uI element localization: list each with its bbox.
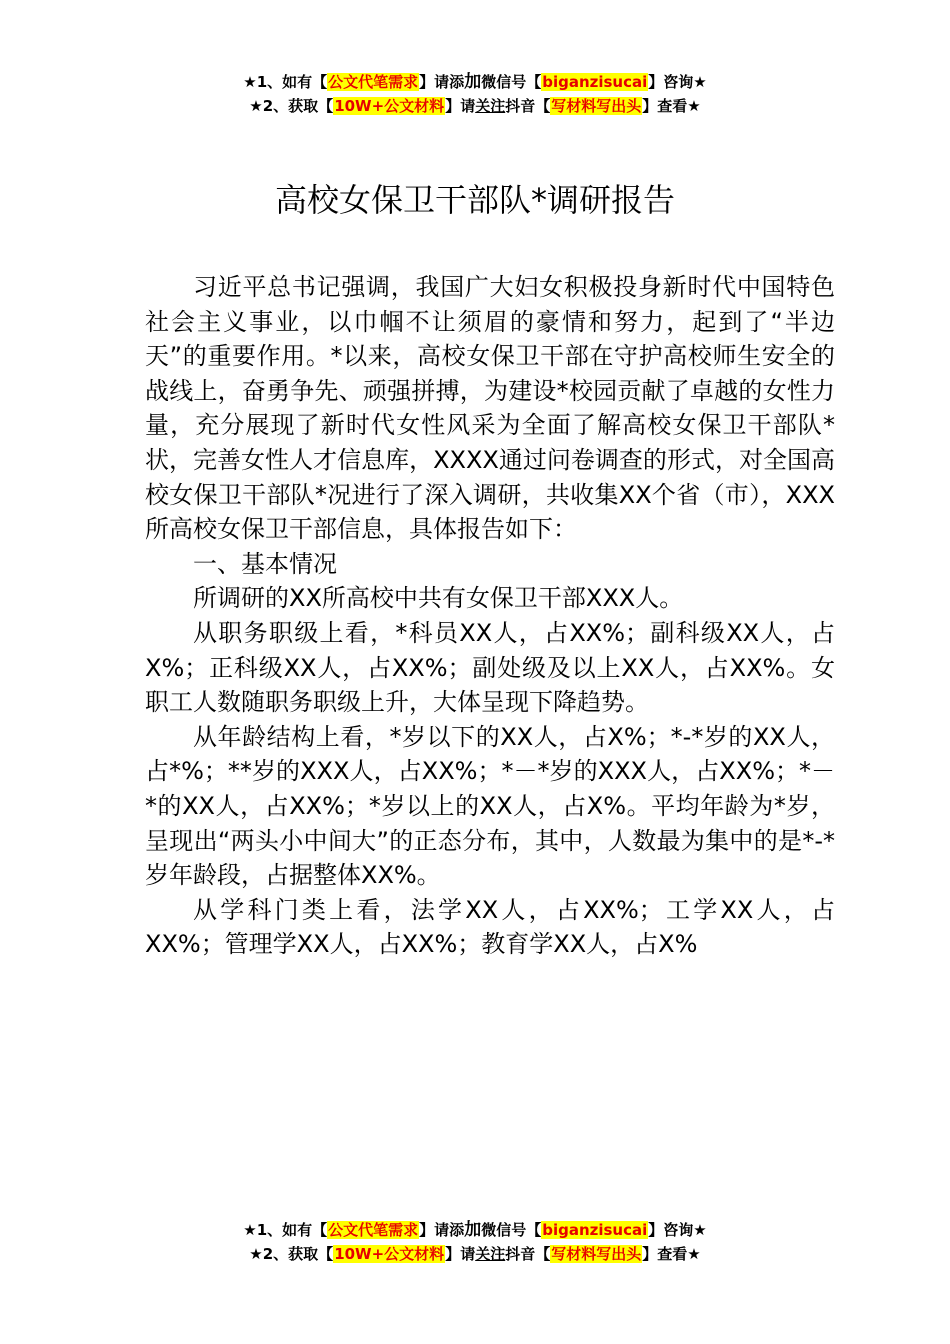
body-paragraph-rank: 从职务职级上看，*科员XX人，占XX%；副科级XX人，占X%；正科级XX人，占XX%；副处级及以上XX人，占XX%。女职工人数随职务职级上升，大体呈现下降趋势。: [145, 618, 835, 717]
promo-line-2: ★2、获取【10W+公文材料】请关注抖音【写材料写出头】查看★: [249, 1245, 701, 1263]
promo-line-1: ★1、如有【公文代笔需求】请添加微信号【biganzisucai】咨询★: [243, 72, 707, 92]
service-highlight: 公文代笔需求: [328, 73, 419, 91]
douyin-account-highlight: 写材料写出头: [551, 97, 642, 115]
section-heading-basic: 一、基本情况: [193, 549, 337, 578]
promo-banner-top: [0, 70, 950, 118]
wechat-id-highlight: biganzisucai: [542, 73, 648, 91]
body-paragraph-total: 所调研的XX所高校中共有女保卫干部XXX人。: [193, 584, 684, 613]
promo-line-1: ★1、如有【公文代笔需求】请添加微信号【biganzisucai】咨询★: [243, 1220, 707, 1240]
promo-line-2: ★2、获取【10W+公文材料】请关注抖音【写材料写出头】查看★: [249, 97, 701, 115]
materials-highlight: 10W+公文材料: [334, 97, 445, 115]
wechat-id-highlight: biganzisucai: [542, 1221, 648, 1239]
body-paragraph-discipline: 从学科门类上看，法学XX人，占XX%；工学XX人，占XX%；管理学XX人，占XX%；教育学XX人，占X%: [145, 895, 835, 959]
douyin-account-highlight: 写材料写出头: [551, 1245, 642, 1263]
service-highlight: 公文代笔需求: [328, 1221, 419, 1239]
document-body: [145, 270, 835, 962]
document-title: 高校女保卫干部队*调研报告: [274, 181, 675, 219]
body-paragraph-age: 从年龄结构上看，*岁以下的XX人，占X%；*-*岁的XX人，占*%；**岁的XXX人，占XX%；*－*岁的XXX人，占XX%；*－*的XX人，占XX%；*岁以上的XX人，占X%。平均年龄为*岁，呈现出“两头小中间大”的正态分布，其中，人数最为集中的是*-*岁年龄段，占据整体XX%。: [145, 722, 835, 890]
intro-paragraph: 习近平总书记强调，我国广大妇女积极投身新时代中国特色社会主义事业，以巾帼不让须眉的豪情和努力，起到了“半边天”的重要作用。*以来，高校女保卫干部在守护高校师生安全的战线上，奋勇争先、顽强拼搏，为建设*校园贡献了卓越的女性力量，充分展现了新时代女性风采为全面了解高校女保卫干部队*状，完善女性人才信息库，XXXX通过问卷调查的形式，对全国高校女保卫干部队*况进行了深入调研，共收集XX个省（市），XXX所高校女保卫干部信息，具体报告如下：: [145, 273, 835, 544]
promo-banner-bottom: [0, 1218, 950, 1266]
materials-highlight: 10W+公文材料: [334, 1245, 445, 1263]
